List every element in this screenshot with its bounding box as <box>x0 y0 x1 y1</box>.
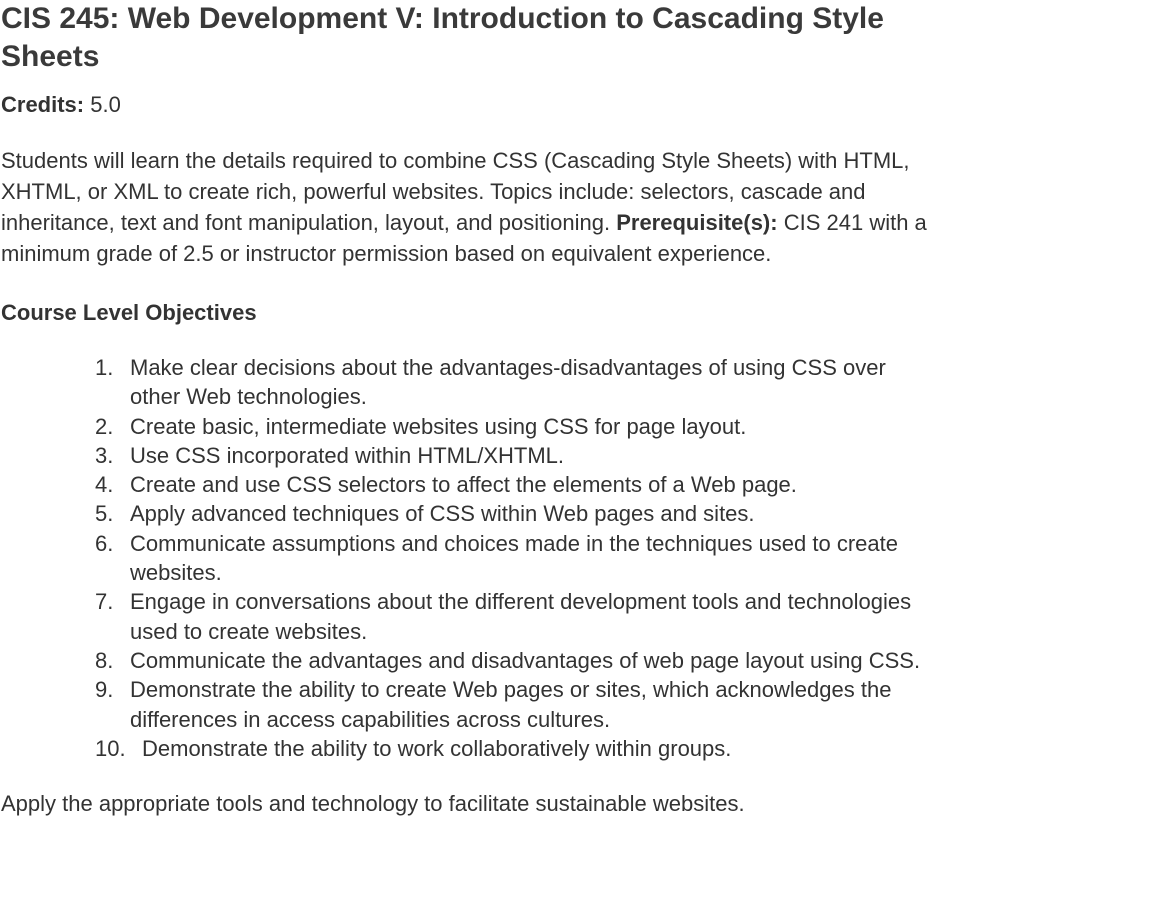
objective-number: 9. <box>95 677 114 703</box>
objective-item <box>95 441 931 470</box>
objective-number: 8. <box>95 647 114 673</box>
course-title: CIS 245: Web Development V: Introduction to Cascading Style Sheets <box>1 2 884 73</box>
credits-value: 5.0 <box>90 92 121 117</box>
objective-text: Create basic, intermediate websites using CSS for page layout. <box>130 413 747 439</box>
prerequisite-label: Prerequisite(s): <box>616 210 778 235</box>
objective-text: Engage in conversations about the different development tools and technologies used to create websites. <box>130 589 912 644</box>
objective-number: 1. <box>95 355 114 380</box>
credits-label: Credits: <box>1 92 85 117</box>
objective-text: Communicate assumptions and choices made in the techniques used to create websites. <box>130 530 898 586</box>
closing-statement: Apply the appropriate tools and technology to facilitate sustainable websites. <box>1 791 745 817</box>
objective-item <box>95 412 931 441</box>
description-text: Students will learn the details required to combine CSS (Cascading Style Sheets) with HTML, XHTML, or XML to create rich, powerful websites. Topics include: selectors, cascade and inheritance, text and font manipulation, layout, and positioning. <box>1 148 910 235</box>
objective-text: Communicate the advantages and disadvantages of web page layout using CSS. <box>130 647 921 673</box>
objective-item <box>95 646 931 675</box>
objectives-heading: Course Level Objectives <box>1 300 257 325</box>
objective-number: 7. <box>95 589 114 615</box>
objective-item <box>95 529 931 588</box>
objective-text: Make clear decisions about the advantages-disadvantages of using CSS over other Web technologies. <box>130 355 886 410</box>
objectives-list <box>1 353 931 763</box>
course-credits <box>1 90 931 120</box>
objective-number: 10. <box>95 735 126 761</box>
course-page <box>1 0 931 819</box>
objective-item <box>95 734 931 763</box>
objective-text: Demonstrate the ability to create Web pages or sites, which acknowledges the differences in access capabilities across cultures. <box>130 677 892 732</box>
objective-text: Apply advanced techniques of CSS within Web pages and sites. <box>130 501 755 527</box>
objective-number: 6. <box>95 530 114 556</box>
objective-text: Create and use CSS selectors to affect the elements of a Web page. <box>130 472 797 498</box>
objective-text: Use CSS incorporated within HTML/XHTML. <box>130 442 565 468</box>
course-description <box>1 145 931 269</box>
objective-number: 4. <box>95 472 114 498</box>
objective-number: 3. <box>95 442 114 468</box>
objective-text: Demonstrate the ability to work collaboratively within groups. <box>142 735 732 761</box>
objective-item <box>95 470 931 499</box>
objective-item <box>95 587 931 646</box>
prerequisite-text: CIS 241 with a minimum grade of 2.5 or instructor permission based on equivalent experience. <box>1 210 927 266</box>
objective-number: 2. <box>95 413 114 439</box>
objective-item <box>95 353 931 412</box>
objective-item <box>95 499 931 528</box>
objective-number: 5. <box>95 501 114 527</box>
objective-item <box>95 675 931 734</box>
